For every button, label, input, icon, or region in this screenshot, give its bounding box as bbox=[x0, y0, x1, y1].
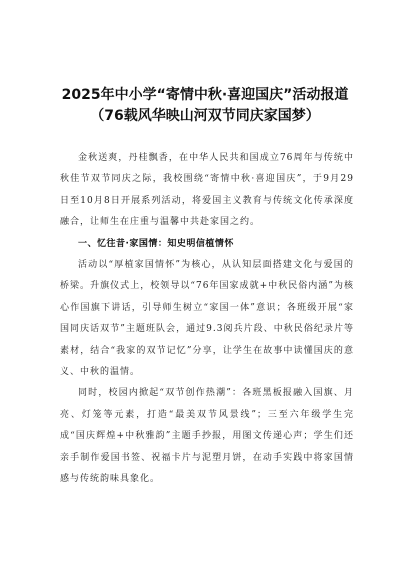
section-paragraph-2: 同时，校园内掀起“双节创作热潮”：各班黑板报融入国旗、月亮、灯笼等元素，打造“最美双节风景线”；三至六年级学生完成“国庆辉煌+中秋雅韵”主题手抄报，用图文传递心声；学生们还亲手制作爱国书签、祝福卡片与泥塑月饼，在动手实践中将家国情感与传统韵味具象化。 bbox=[60, 388, 354, 485]
section-heading: 一、忆往昔·家国情：知史明信植情怀 bbox=[78, 238, 234, 249]
intro-paragraph: 金秋送爽，丹桂飘香，在中华人民共和国成立76周年与传统中秋佳节双节同庆之际，我校围绕“寄情中秋·喜迎国庆”，于9月29日至10月8日开展系列活动，将爱国主义教育与传统文化传承深度融合，让师生在庄重与温馨中共赴家国之约。 bbox=[60, 153, 354, 228]
section-paragraph-1: 活动以“厚植家国情怀”为核心，从认知层面搭建文化与爱国的桥梁。升旗仪式上，校领导以“76年国家成就+中秋民俗内涵”为核心作国旗下讲话，引导师生树立“家国一体”意识；各班级开展“家国同庆话双节”主题班队会，通过9.3阅兵片段、中秋民俗纪录片等素材，结合“我家的双节记忆”分享，让学生在故事中读懂国庆的意义、中秋的温情。 bbox=[60, 260, 354, 378]
document-title: 2025年中小学“寄情中秋·喜迎国庆”活动报道 bbox=[61, 87, 349, 103]
document-body bbox=[60, 148, 354, 491]
document-subtitle: （76载风华映山河双节同庆家国梦） bbox=[90, 108, 320, 124]
